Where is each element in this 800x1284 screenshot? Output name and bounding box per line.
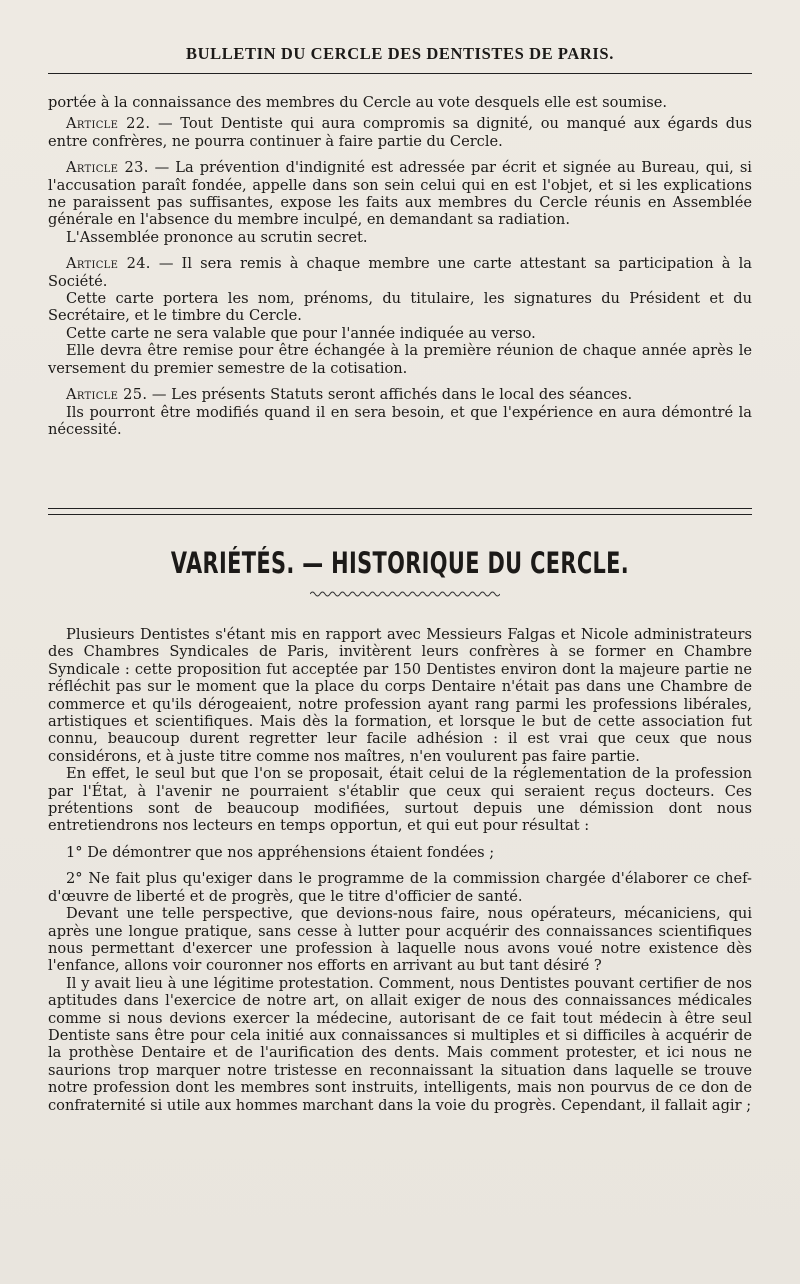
section-divider [48, 508, 752, 515]
ornament-squiggle [310, 590, 500, 598]
statutes-continuation: portée à la connaissance des membres du Cercle au vote desquels elle est soumise. [48, 94, 668, 111]
article-24-label: Article 24. [66, 255, 151, 273]
article-25 [48, 386, 752, 403]
history-paragraph-2: En effet, le seul but que l'on se proposait, était celui de la réglementation de la profession par l'État, à l'avenir ne pourraient s'établir que ceux qui seraient reçus docteurs. Ces prétentions sont de beaucoup modifiées, surtout depuis une démission dont nous entretiendrons nos lecteurs en temps opportun, et qui eut pour résultat : [48, 765, 752, 835]
article-23-text: — La prévention d'indignité est adressée par écrit et signée au Bureau, qui, si l'accusation paraît fondée, appelle dans son sein celui qui en est l'objet, et si les explications ne paraissent pas suffisantes, expose les faits aux membres du Cercle réunis en Assemblée générale en l'absence du membre inculpé, en demandant sa radiation. [48, 159, 752, 229]
section-title: VARIÉTÉS. — HISTORIQUE DU CERCLE. [170, 546, 630, 580]
header-rule [48, 73, 752, 74]
running-head: BULLETIN DU CERCLE DES DENTISTES DE PARIS. [186, 44, 614, 63]
article-24-text: — Il sera remis à chaque membre une carte attestant sa participation à la Société. [48, 255, 752, 290]
history-text [48, 626, 752, 1114]
history-paragraph-6: Il y avait lieu à une légitime protestation. Comment, nous Dentistes pouvant certifier de nos aptitudes dans l'exercice de notre art, on allait exiger de nous des connaissances médicales comme si nous devions exercer la médecine, autorisant de ce fait tout médecin à être seul Dentiste sans être pour cela initié aux connaissances si multiples et si difficiles à acquérir de la prothèse Dentaire et de l'aurification des dents. Mais comment protester, et ici nous ne saurions trop marquer notre tristesse en reconnaissant la situation dans laquelle se trouve notre profession dont les membres sont instruits, intelligents, mais non pourvus de ce don de confraternité si utile aux hommes marchant dans la voie du progrès. Cependant, il fallait agir ; [48, 974, 752, 1114]
article-22-label: Article 22. [66, 115, 151, 133]
article-24 [48, 255, 752, 290]
article-24-para3: Cette carte ne sera valable que pour l'année indiquée au verso. [66, 324, 536, 342]
article-23-label: Article 23. [66, 159, 149, 177]
history-paragraph-5: Devant une telle perspective, que devions-nous faire, nous opérateurs, mécaniciens, qui après une longue pratique, sans cesse à lutter pour acquérir des connaissances scientifiques nous permettant d'exercer une profession à laquelle nous avons voué notre existence dès l'enfance, allons voir couronner nos efforts en arrivant au but tant désiré ? [48, 905, 752, 975]
statutes-text [48, 94, 752, 438]
history-paragraph-3: 1° De démontrer que nos appréhensions étaient fondées ; [66, 843, 495, 861]
article-25-label: Article 25. [66, 386, 148, 404]
article-22 [48, 115, 752, 150]
article-24-para4: Elle devra être remise pour être échangée à la première réunion de chaque année après le versement du premier semestre de la cotisation. [48, 342, 752, 377]
history-paragraph-4: 2° Ne fait plus qu'exiger dans le programme de la commission chargée d'élaborer ce chef-d'œuvre de liberté et de progrès, que le titre d'officier de santé. [48, 870, 752, 905]
article-22-text: — Tout Dentiste qui aura compromis sa dignité, ou manqué aux égards dus entre confrères, ne pourra continuer à faire partie du Cercle. [48, 115, 752, 150]
article-24-para2: Cette carte portera les nom, prénoms, du titulaire, les signatures du Président et du Secrétaire, et le timbre du Cercle. [48, 290, 752, 325]
article-25-para2: Ils pourront être modifiés quand il en sera besoin, et que l'expérience en aura démontré la nécessité. [48, 403, 752, 438]
history-paragraph-1: Plusieurs Dentistes s'étant mis en rapport avec Messieurs Falgas et Nicole administrateurs des Chambres Syndicales de Paris, invitèrent leurs confrères à se former en Chambre Syndicale : cette proposition fut acceptée par 150 Dentistes environ dont la majeure partie ne réfléchit pas sur le moment que la place du corps Dentaire n'était pas dans une Chambre de commerce et qu'ils dérogeaient, notre profession ayant rang parmi les professions libérales, artistiques et scientifiques. Mais dès la formation, et lorsque le but de cette association fut connu, beaucoup durent regretter leur facile adhésion : il est vrai que ceux que nous considérons, et à juste titre comme nos maîtres, n'en voulurent pas faire partie. [48, 626, 752, 765]
article-23-para2: L'Assemblée prononce au scrutin secret. [66, 228, 368, 246]
article-25-text: — Les présents Statuts seront affichés dans le local des séances. [147, 386, 633, 404]
article-23 [48, 159, 752, 229]
